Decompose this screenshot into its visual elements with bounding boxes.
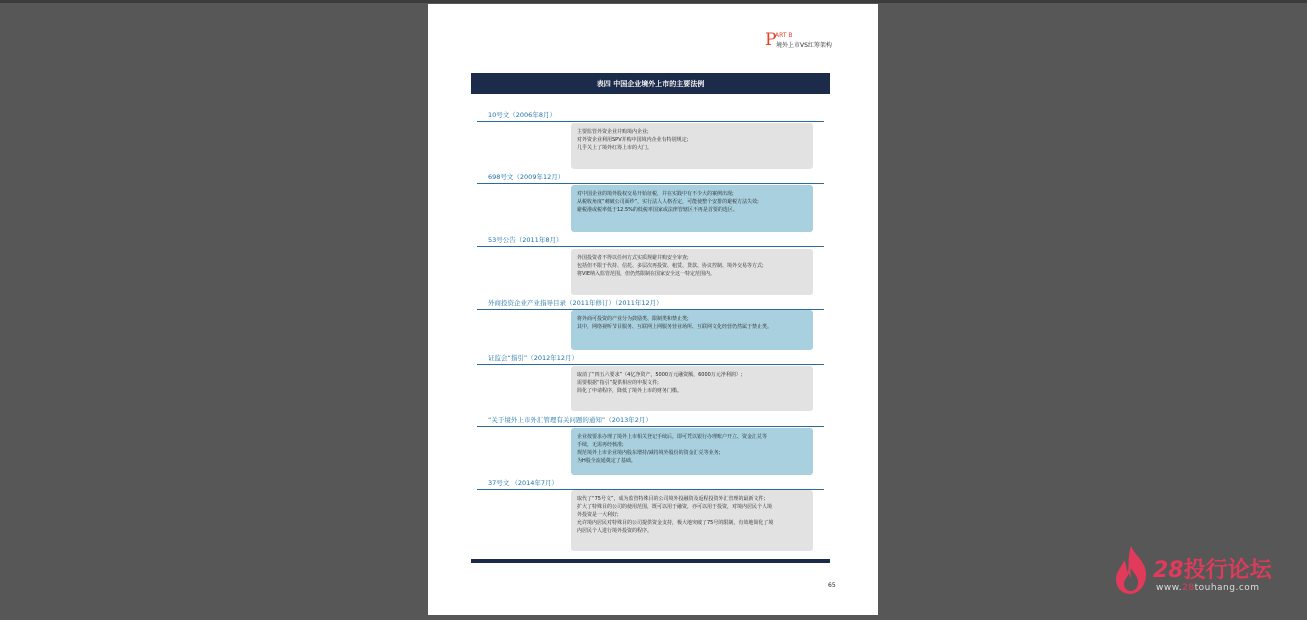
watermark-url	[1156, 583, 1260, 593]
section-box	[571, 490, 813, 551]
page-number: 65	[828, 582, 836, 589]
watermark-brand	[1153, 553, 1272, 584]
section-box	[571, 249, 813, 295]
url-prefix: www.	[1156, 583, 1183, 593]
url-suffix: touhang.com	[1194, 583, 1260, 593]
section-line: 简化了申请程序，降低了境外上市的财务门槛。	[577, 388, 683, 394]
section-line: 将VIE纳入监管范围，但仍然限制在国家安全这一特定范围内。	[577, 271, 716, 277]
section-line: 其中，网络视听节目服务、互联网上网服务营业场所、互联网文化经营仍然属于禁止类。	[577, 324, 773, 330]
section-line: 为H股全流通奠定了基础。	[577, 458, 636, 464]
section-box	[571, 185, 813, 232]
section-box	[571, 428, 813, 475]
section-divider	[477, 246, 824, 247]
section-line: 规范境外上市企业境内股东增持/减持境外股份的资金汇兑等业务;	[577, 450, 721, 456]
section-box	[571, 366, 813, 411]
section-title: 53号公告（2011年8月）	[488, 236, 563, 244]
section-line: 取消了“四五六要求”（4亿净资产，5000万元融资额，6000万元净利润）;	[577, 372, 743, 378]
section-box	[571, 310, 813, 350]
section-title: 外商投资企业产业指导目录（2011年修订）（2011年12月）	[488, 299, 663, 307]
section-line: 允许境内居民对特殊目的公司提供资金支持，极大地突破了75号的限制，有效地简化了境	[577, 520, 774, 526]
section-line: 需要根据“指引”提供相应的申报文件;	[577, 380, 659, 386]
part-letter: P	[765, 30, 777, 50]
section-line: 避税港或税率低于12.5%的低税率国家或法律管辖区不再是首要的选区。	[577, 207, 738, 213]
section-line: 外投资是一大利好;	[577, 512, 619, 518]
section-line: 包括但不限于代持、信托、多层次再投资、租赁、贷款、协议控制、境外交易等方式;	[577, 263, 764, 269]
watermark-logo	[1113, 544, 1283, 596]
section-line: 取代了“75号文”，成为监管特殊目的公司境外投融资及返程投资外汇管理的最新文件;	[577, 496, 766, 502]
section-line: 对中国企业的境外股权交易开始征税，并在实践中有不少大的案例出现;	[577, 191, 734, 197]
section-divider	[477, 183, 824, 184]
section-line: 将外商可投资的产业分为鼓励类、限制类和禁止类;	[577, 316, 689, 322]
section-divider	[477, 121, 824, 122]
section-divider	[477, 426, 824, 427]
section-title: 37号文 （2014年7月）	[488, 479, 559, 487]
table-title: 表四 中国企业境外上市的主要法例	[471, 73, 830, 94]
flame-icon	[1113, 544, 1149, 596]
section-line: 手续，无需再经核准;	[577, 442, 624, 448]
section-line: 外国投资者不得以任何方式实质规避并购安全审查;	[577, 255, 689, 261]
part-header	[765, 32, 865, 52]
section-line: 内居民个人进行境外投资的程序。	[577, 528, 653, 534]
section-line: 企业按要求办理了境外上市相关登记手续后，即可凭以银行办理账户开立、资金汇兑等	[577, 434, 768, 440]
section-line: 从税收角度“刺破公司面纱”，实行法人人格否定，可能使整个安排的避税方法失效;	[577, 199, 759, 205]
section-title: 10号文（2006年8月）	[488, 111, 556, 119]
section-title: 证监会“指引”（2012年12月）	[488, 354, 579, 362]
section-line: 扩大了特殊目的公司的使用范围，既可以用于融资，亦可以用于投资，对境内居民个人境	[577, 504, 773, 510]
part-subtitle: 境外上市VS红筹架构	[776, 42, 832, 49]
section-line: 几乎关上了境外红筹上市的大门。	[577, 145, 653, 151]
part-label: ART B	[775, 32, 793, 39]
section-line: 对外资企业利用SPV并购中国境内企业有特别规定;	[577, 137, 689, 143]
viewer-top-border	[0, 0, 1307, 3]
url-highlight: 28	[1182, 583, 1195, 593]
section-title: 698号文（2009年12月）	[488, 173, 565, 181]
table-bottom-bar	[471, 559, 830, 563]
brand-text: 投行论坛	[1183, 558, 1272, 583]
section-line: 主要监管外资企业并购境内企业;	[577, 129, 649, 135]
section-divider	[477, 364, 824, 365]
section-title: “关于境外上市外汇管理有关问题的通知”（2013年2月）	[488, 416, 652, 424]
document-page	[428, 4, 878, 615]
section-box	[571, 123, 813, 169]
brand-number: 28	[1153, 558, 1184, 583]
